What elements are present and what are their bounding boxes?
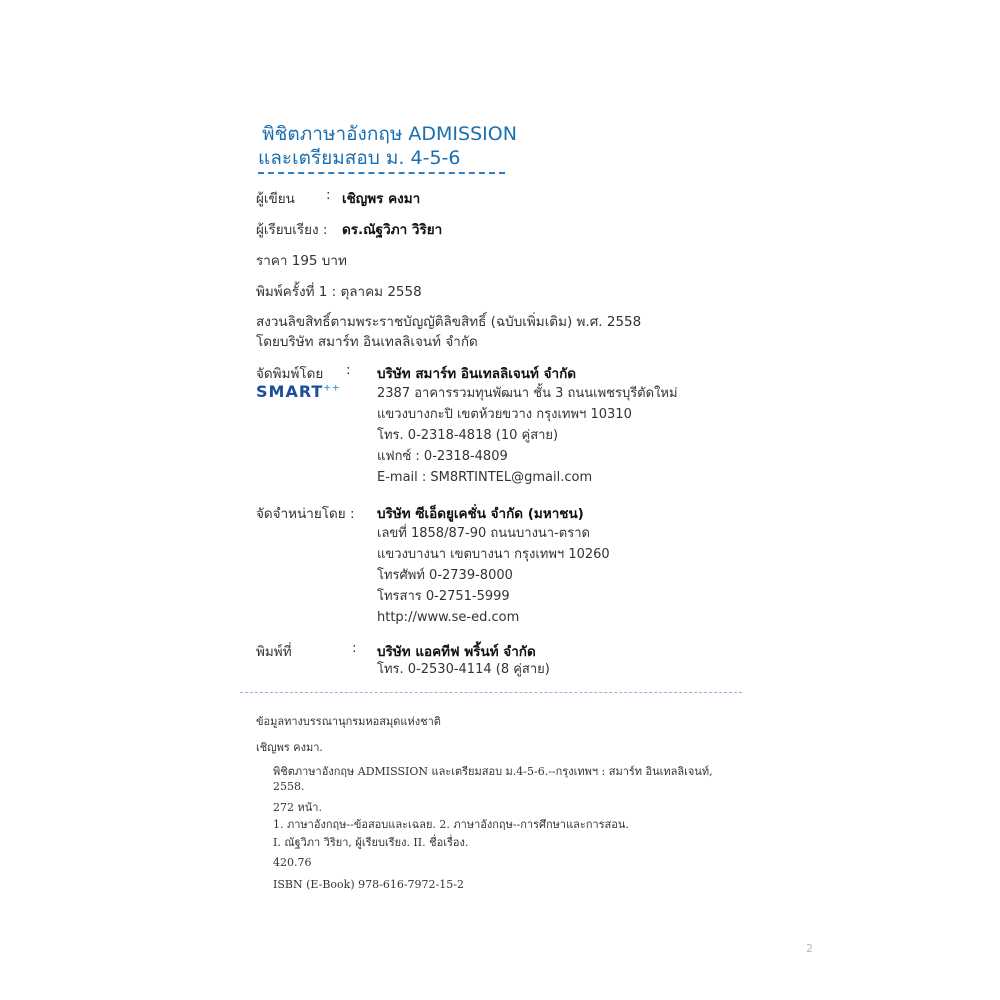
printer-label: พิมพ์ที่ xyxy=(256,644,292,660)
distributor-website: http://www.se-ed.com xyxy=(377,610,520,625)
publisher-colon: : xyxy=(346,362,351,378)
catalog-title-line1: พิชิตภาษาอังกฤษ ADMISSION และเตรียมสอบ ม.4-5-6.--กรุงเทพฯ : สมาร์ท อินเทลลิเจนท์, xyxy=(273,765,713,778)
distributor-phone: โทรศัพท์ 0-2739-8000 xyxy=(377,568,513,583)
section-divider xyxy=(240,692,742,693)
price: ราคา 195 บาท xyxy=(256,253,347,269)
copyright-line2: โดยบริษัท สมาร์ท อินเทลลิเจนท์ จำกัด xyxy=(256,334,478,350)
editor-label: ผู้เรียบเรียง : xyxy=(256,222,328,238)
distributor-address2: แขวงบางนา เขตบางนา กรุงเทพฯ 10260 xyxy=(377,547,610,562)
author-label: ผู้เขียน xyxy=(256,191,295,207)
distributor-name: บริษัท ซีเอ็ดยูเคชั่น จำกัด (มหาชน) xyxy=(377,506,584,522)
publisher-email: E-mail : SM8RTINTEL@gmail.com xyxy=(377,470,593,485)
book-title-line1: พิชิตภาษาอังกฤษ ADMISSION xyxy=(262,123,517,145)
printer-phone: โทร. 0-2530-4114 (8 คู่สาย) xyxy=(377,662,550,677)
title-divider xyxy=(258,172,505,174)
distributor-fax: โทรสาร 0-2751-5999 xyxy=(377,589,510,604)
editor-name: ดร.ณัฐวิภา วิริยา xyxy=(342,222,443,238)
smart-logo-text: SMART xyxy=(256,382,324,401)
copyright-line1: สงวนลิขสิทธิ์ตามพระราชบัญญัติลิขสิทธิ์ (ฉบับเพิ่มเติม) พ.ศ. 2558 xyxy=(256,314,642,330)
book-title-line2: และเตรียมสอบ ม. 4-5-6 xyxy=(258,147,461,169)
catalog-class-number: 420.76 xyxy=(273,856,312,869)
author-colon: : xyxy=(326,187,331,203)
publisher-label: จัดพิมพ์โดย xyxy=(256,366,324,382)
catalog-author: เชิญพร คงมา. xyxy=(256,741,323,754)
page-number: 2 xyxy=(806,942,813,955)
catalog-pages: 272 หน้า. xyxy=(273,801,322,814)
edition: พิมพ์ครั้งที่ 1 : ตุลาคม 2558 xyxy=(256,284,422,300)
publisher-phone: โทร. 0-2318-4818 (10 คู่สาย) xyxy=(377,428,559,443)
catalog-isbn: ISBN (E-Book) 978-616-7972-15-2 xyxy=(273,878,464,891)
distributor-address1: เลขที่ 1858/87-90 ถนนบางนา-ตราด xyxy=(377,526,590,541)
publisher-fax: แฟกซ์ : 0-2318-4809 xyxy=(377,449,508,464)
catalog-heading: ข้อมูลทางบรรณานุกรมหอสมุดแห่งชาติ xyxy=(256,715,441,728)
catalog-subjects-line1: 1. ภาษาอังกฤษ--ข้อสอบและเฉลย. 2. ภาษาอังกฤษ--การศึกษาและการสอน. xyxy=(273,818,629,831)
publisher-address2: แขวงบางกะปิ เขตห้วยขวาง กรุงเทพฯ 10310 xyxy=(377,407,632,422)
smart-logo-plus: ++ xyxy=(323,383,341,394)
distributor-label: จัดจำหน่ายโดย : xyxy=(256,506,355,522)
printer-colon: : xyxy=(352,640,357,656)
catalog-subjects-line2: I. ณัฐวิภา วิริยา, ผู้เรียบเรียง. II. ชื่อเรื่อง. xyxy=(273,836,469,849)
catalog-title-line2: 2558. xyxy=(273,780,305,793)
printer-name: บริษัท แอคทีฟ พริ้นท์ จำกัด xyxy=(377,644,536,660)
publisher-address1: 2387 อาคารรวมทุนพัฒนา ชั้น 3 ถนนเพชรบุรีตัดใหม่ xyxy=(377,386,678,401)
author-name: เชิญพร คงมา xyxy=(342,191,421,207)
smart-logo xyxy=(256,382,340,401)
publisher-name: บริษัท สมาร์ท อินเทลลิเจนท์ จำกัด xyxy=(377,366,577,382)
